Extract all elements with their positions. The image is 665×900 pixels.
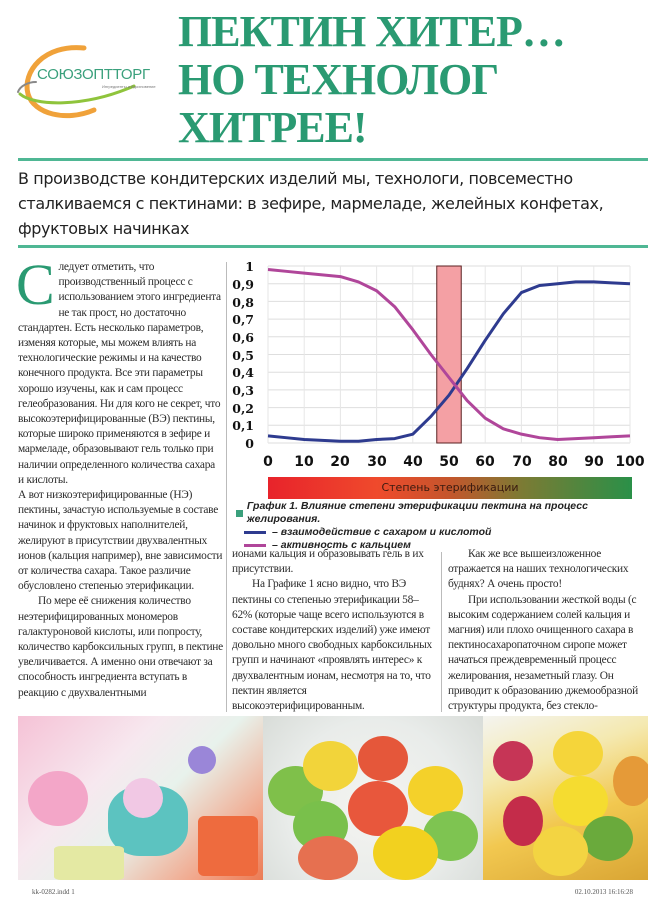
print-slug-timestamp: 02.10.2013 16:16:28 (574, 888, 633, 896)
title-line-2: НО ТЕХНОЛОГ (178, 55, 499, 104)
legend-swatch-sugar-acid (244, 531, 266, 534)
y-tick: 0,5 (232, 348, 254, 363)
x-tick: 20 (330, 454, 350, 470)
article-column-3 (448, 547, 653, 714)
x-tick: 40 (403, 454, 423, 470)
paragraph: По мере её снижения количество неэтерифицированных мономеров галактуроновой кислоты, или попросту, количество карбоксильных групп, в пектине увеличивается. А именно они отвечают за способность ингредиента вступать в реакцию с двухвалентными (18, 595, 223, 699)
chart-caption: График 1. Влияние степени этерификации пектина на процесс желирования. (246, 500, 588, 525)
y-tick: 0,8 (232, 295, 254, 310)
paragraph: На Графике 1 ясно видно, что ВЭ пектины со степенью этерификации 58–62% (которые чаще всего используются в составе кондитерских изделий) уже имеют довольно много свободных карбоксильных групп и начинают «проявлять интерес» к двухвалентным ионам, несмотря на то, что пектин является высокоэтерифицированным. (232, 578, 432, 713)
x-axis-label: Степень этерификации (381, 481, 519, 494)
y-tick: 0 (245, 436, 254, 451)
y-tick: 0,4 (232, 365, 254, 380)
article-column-2 (232, 547, 437, 714)
photo-strip (18, 716, 648, 880)
legend-label: – активность с кальцием (272, 539, 411, 551)
legend-label: – взаимодействие с сахаром и кислотой (272, 526, 492, 538)
column-divider (226, 262, 227, 712)
y-tick: 0,1 (232, 418, 254, 433)
logo-tagline: Ингредиенты и Вдохновение (102, 84, 156, 89)
y-tick: 1 (245, 259, 254, 274)
caption-bullet-icon (236, 510, 243, 517)
photo-marmalade-flowers (18, 716, 263, 880)
paragraph: А вот низкоэтерифицированные (НЭ) пектины, зачастую используемые в составе начинок и фруктовых наполнителей, желируют в присутствии двухвалентных ионов (кальция например), вне зависимости от количества сахара. Такое различие обусловлено степенью этерификации. (18, 489, 223, 593)
highlight-band (437, 266, 461, 443)
photo-jelly-rings (263, 716, 483, 880)
y-tick: 0,9 (232, 277, 254, 292)
paragraph: Как же все вышеизложенное отражается на наших технологических буднях? А очень просто! (448, 548, 629, 591)
y-tick: 0,3 (232, 383, 254, 398)
y-tick: 0,6 (232, 330, 254, 345)
x-tick: 90 (584, 454, 604, 470)
y-tick: 0,7 (232, 312, 254, 327)
x-tick: 50 (439, 454, 459, 470)
paragraph: При использовании жесткой воды (с высоким содержанием солей кальция и магния) или плохо очищенного сахара в пектиносахаропаточном сиропе может начаться преждевременный процесс желирования, незаметный глазу. Он приводит к образованию джемообразной структуры продукта, без стекло- (448, 593, 638, 713)
divider-top (18, 158, 648, 161)
drop-cap: С (16, 252, 55, 317)
esterification-chart (228, 258, 648, 498)
article-column-1 (16, 252, 223, 701)
x-tick: 10 (294, 454, 314, 470)
x-tick: 80 (548, 454, 568, 470)
column-divider (441, 552, 442, 712)
y-tick: 0,2 (232, 401, 254, 416)
photo-jelly-candies (483, 716, 648, 880)
print-slug-file: kk-0282.indd 1 (32, 888, 75, 896)
lead-paragraph: В производстве кондитерских изделий мы, технологи, повсеместно сталкиваемся с пектинами: в зефире, мармеладе, желейных конфетах, фруктовых начинках (18, 169, 604, 238)
x-tick: 100 (615, 454, 645, 470)
paragraph: ледует отметить, что производственный процесс с использованием этого ингредиента не так прост, но достаточно стандартен. Есть несколько параметров, изменяя которые, мы можем влиять на технологические режимы и на качество конечного продукта. Все эти параметры хорошо изучены, как и сам процесс гелеобразования. Ни для кого не секрет, что высокоэтерифицированные (ВЭ) пектины, которые широко применяются в зефире и мармеладе, образовывают гель только при наличии определенного количества сахара и кислоты. (18, 261, 221, 486)
page-title (178, 8, 565, 152)
logo-name: СОЮЗОПТТОРГ (37, 66, 150, 83)
x-tick: 30 (367, 454, 387, 470)
company-logo (14, 42, 184, 122)
title-line-1: ПЕКТИН ХИТЕР… (178, 7, 565, 56)
esterification-gradient-bar (268, 477, 632, 499)
x-tick: 0 (263, 454, 273, 470)
line-plot (228, 258, 648, 448)
divider-bottom (18, 245, 648, 248)
title-line-3: ХИТРЕЕ! (178, 103, 367, 152)
x-tick: 60 (475, 454, 495, 470)
paragraph: ионами кальция и образовывать гель в их присутствии. (232, 548, 424, 576)
chart-legend (236, 500, 656, 552)
x-tick: 70 (512, 454, 532, 470)
